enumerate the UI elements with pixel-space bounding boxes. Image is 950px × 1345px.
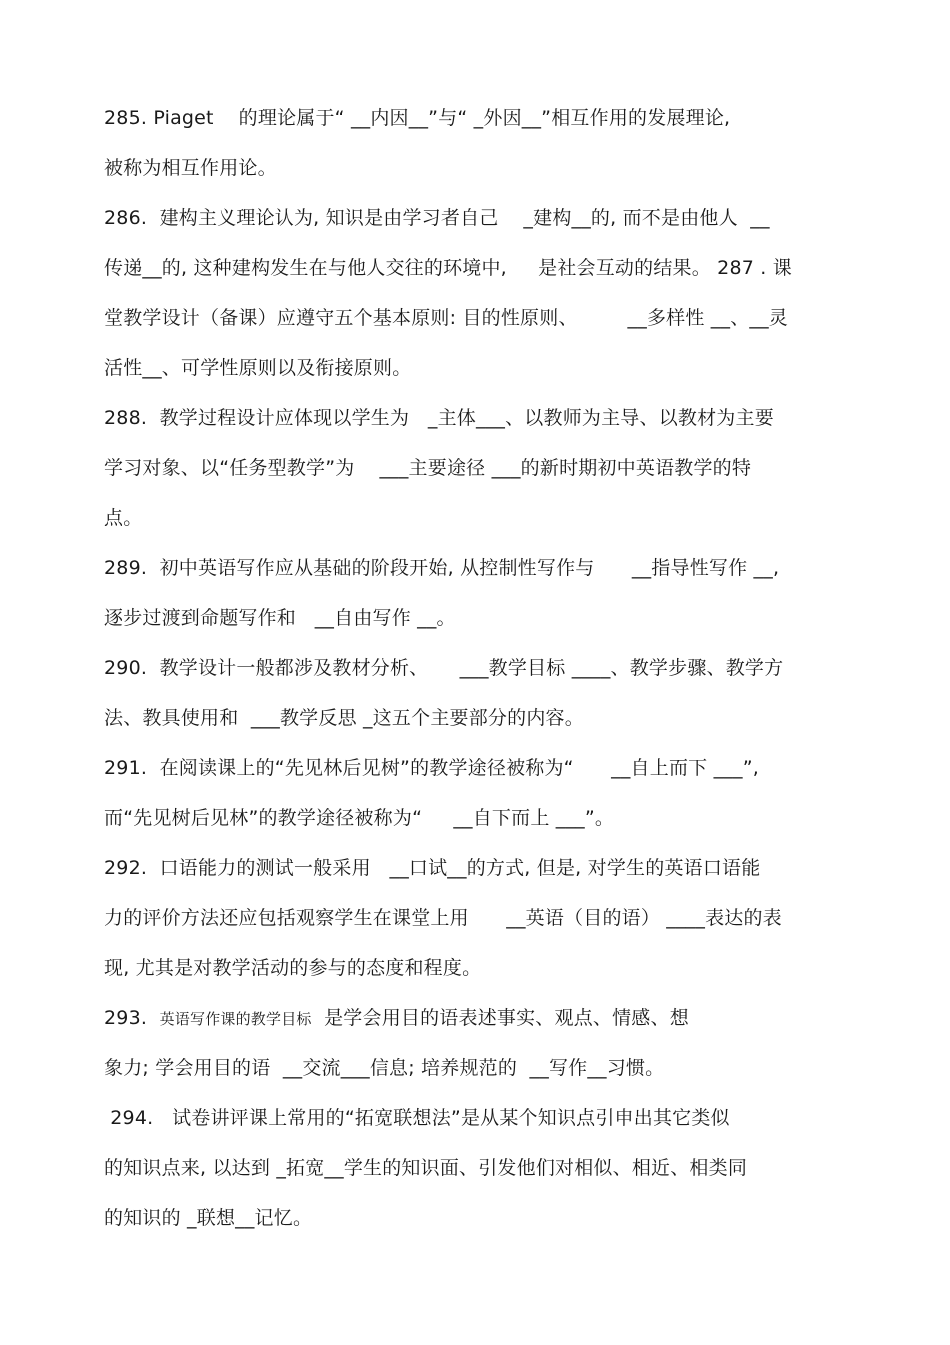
text-line: 292. 口语能力的测试一般采用 __口试__的方式, 但是, 对学生的英语口语能	[104, 857, 761, 879]
question-text: 是学会用目的语表述事实、观点、情感、想	[311, 1007, 689, 1029]
text-line: 法、教具使用和 ___教学反思 _这五个主要部分的内容。	[104, 707, 584, 729]
text-line: 288. 教学过程设计应体现以学生为 _主体___、以教师为主导、以教材为主要	[104, 407, 774, 429]
text-line: 堂教学设计（备课）应遵守五个基本原则: 目的性原则、 __多样性 __、__灵	[104, 307, 788, 329]
text-line	[104, 1006, 689, 1031]
text-line: 逐步过渡到命题写作和 __自由写作 __。	[104, 607, 456, 629]
text-line: 而“先见树后见林”的教学途径被称为“ __自下而上 ___”。	[104, 807, 615, 829]
text-line: 的知识点来, 以达到 _拓宽__学生的知识面、引发他们对相似、相近、相类同	[104, 1157, 748, 1179]
text-line: 学习对象、以“任务型教学”为 ___主要途径 ___的新时期初中英语教学的特	[104, 457, 752, 479]
inline-small-text: 英语写作课的教学目标	[159, 1010, 312, 1028]
text-line: 传递__的, 这种建构发生在与他人交往的环境中, 是社会互动的结果。 287 . 课	[104, 257, 792, 279]
text-line: 现, 尤其是对教学活动的参与的态度和程度。	[104, 957, 482, 979]
text-line: 289. 初中英语写作应从基础的阶段开始, 从控制性写作与 __指导性写作 __,	[104, 557, 780, 579]
text-line: 活性__、可学性原则以及衔接原则。	[104, 357, 412, 379]
text-line: 285. Piaget 的理论属于“ __内因__”与“ _外因__”相互作用的发展理论,	[104, 107, 731, 129]
question-number: 293.	[104, 1007, 160, 1029]
text-line: 294. 试卷讲评课上常用的“拓宽联想法”是从某个知识点引申出其它类似	[104, 1107, 730, 1129]
text-line: 力的评价方法还应包括观察学生在课堂上用 __英语（目的语） ____表达的表	[104, 907, 782, 929]
text-line: 被称为相互作用论。	[104, 157, 277, 179]
text-line: 290. 教学设计一般都涉及教材分析、 ___教学目标 ____、教学步骤、教学方	[104, 657, 784, 679]
text-line: 291. 在阅读课上的“先见林后见树”的教学途径被称为“ __自上而下 ___”,	[104, 757, 759, 779]
text-line: 的知识的 _联想__记忆。	[104, 1207, 313, 1229]
text-line: 点。	[104, 507, 143, 529]
text-line: 象力; 学会用目的语 __交流___信息; 培养规范的 __写作__习惯。	[104, 1057, 665, 1079]
text-line: 286. 建构主义理论认为, 知识是由学习者自己 _建构__的, 而不是由他人 __	[104, 207, 770, 229]
